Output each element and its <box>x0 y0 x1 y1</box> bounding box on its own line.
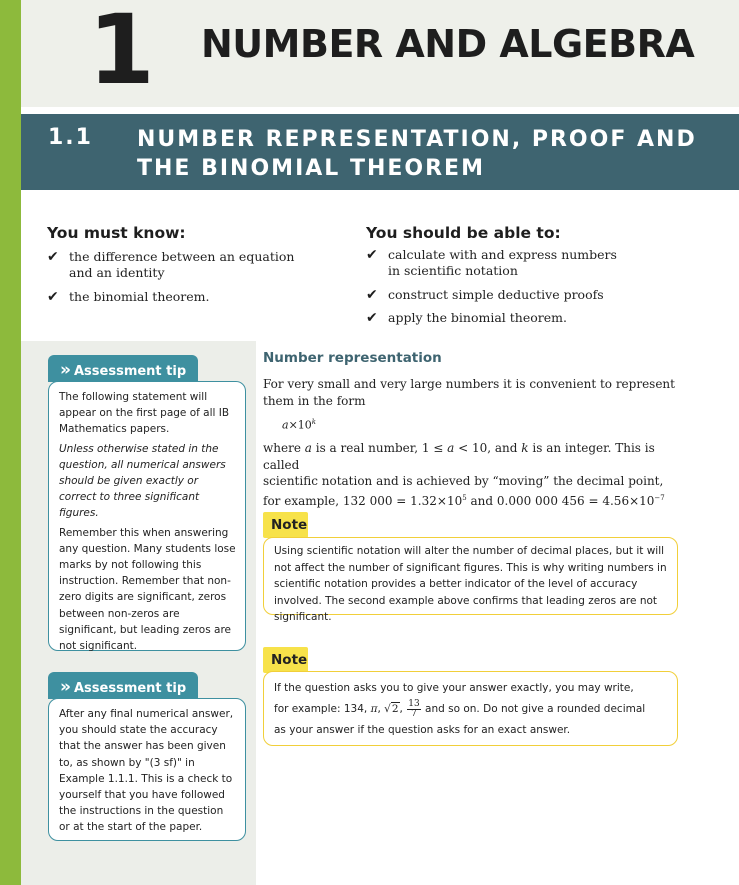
check-icon: ✔ <box>366 287 378 303</box>
note-box-1: Using scientific notation will alter the number of decimal places, but it will not affect the number of significant figures. This is why writing numbers in scientific notation provides a better indicator of the level of accuracy involved. The second example above confirms that leading zeros are not significant. <box>263 537 678 615</box>
chapter-title: NUMBER AND ALGEBRA <box>201 22 695 66</box>
assessment-tip-label: Assessment tip <box>73 364 187 379</box>
must-know-item-1: ✔ the difference between an equation and an identity <box>47 249 295 280</box>
chapter-number: 1 <box>88 0 151 106</box>
tip1-paragraph-3: Remember this when answering any question. Many students lose marks by not following this instruction. Remember that non-zero digits are significant, zeros between non-zeros are significant, but leading zeros are not significant. <box>59 526 236 653</box>
able-to-item-2: ✔ construct simple deductive proofs <box>366 287 604 303</box>
note-box-2: If the question asks you to give your answer exactly, you may write, for example: 134, π, √2, $\frac{13}{7}$ and so on. Do not give a rounded decimal as your answer if the question asks for an exact answer. <box>263 671 678 746</box>
double-chevron-icon: » <box>60 360 71 380</box>
able-to-heading: You should be able to: <box>366 224 561 242</box>
section-title-line2: THE BINOMIAL THEOREM <box>137 156 485 181</box>
assessment-tip-label: Assessment tip <box>73 681 187 696</box>
assessment-tip-box-2 <box>48 698 246 841</box>
assessment-tip-tab-1 <box>48 355 198 382</box>
tip1-paragraph-2: Unless otherwise stated in the question, all numerical answers should be given exactly or correct to three significant figures. <box>59 442 226 520</box>
intro-paragraph: For very small and very large numbers it is convenient to represent them in the form <box>263 377 675 408</box>
assessment-tip-tab-2 <box>48 672 198 699</box>
double-chevron-icon: » <box>60 677 71 697</box>
section-title-line1: NUMBER REPRESENTATION, PROOF AND <box>137 127 697 152</box>
check-icon: ✔ <box>47 289 59 305</box>
sqrt-expression: √2 <box>384 703 399 715</box>
fraction-expression: $\frac{13}{7}$ <box>408 698 420 719</box>
scientific-form-formula: $a\times 10^k$ <box>282 418 317 432</box>
section-title <box>137 125 727 183</box>
able-to-item-3: ✔ apply the binomial theorem. <box>366 310 567 326</box>
note-tab-1: Note <box>263 512 308 538</box>
tip1-paragraph-1: The following statement will appear on the first page of all IB Mathematics papers. <box>59 391 230 436</box>
note-tab-2: Note <box>263 647 308 673</box>
check-icon: ✔ <box>366 310 378 326</box>
must-know-heading: You must know: <box>47 224 186 242</box>
section-number: 1.1 <box>48 125 93 150</box>
green-side-bar <box>0 0 21 885</box>
check-icon: ✔ <box>366 247 378 263</box>
number-representation-heading: Number representation <box>263 350 442 366</box>
check-icon: ✔ <box>47 249 59 265</box>
scientific-notation-paragraph: where a is a real number, 1 ≤ a < 10, and k is an integer. This is called scientific notation and is achieved by “moving” the decimal point, for example, 132 $000 = 1.32\times 10^5$ and 0.000 000 $456 = 4.56\times 10^{-7}$ <box>263 441 665 508</box>
pi-symbol: π <box>370 703 378 715</box>
tip2-paragraph-1: After any final numerical answer, you should state the accuracy that the answer has been given to, as shown by "(3 sf)" in Example 1.1.1. This is a check to yourself that you have followed the instructions in the question or at the start of the paper. <box>59 708 234 834</box>
assessment-tip-box-1 <box>48 381 246 651</box>
must-know-item-2: ✔ the binomial theorem. <box>47 289 210 305</box>
able-to-item-1: ✔ calculate with and express numbers in scientific notation <box>366 247 617 278</box>
